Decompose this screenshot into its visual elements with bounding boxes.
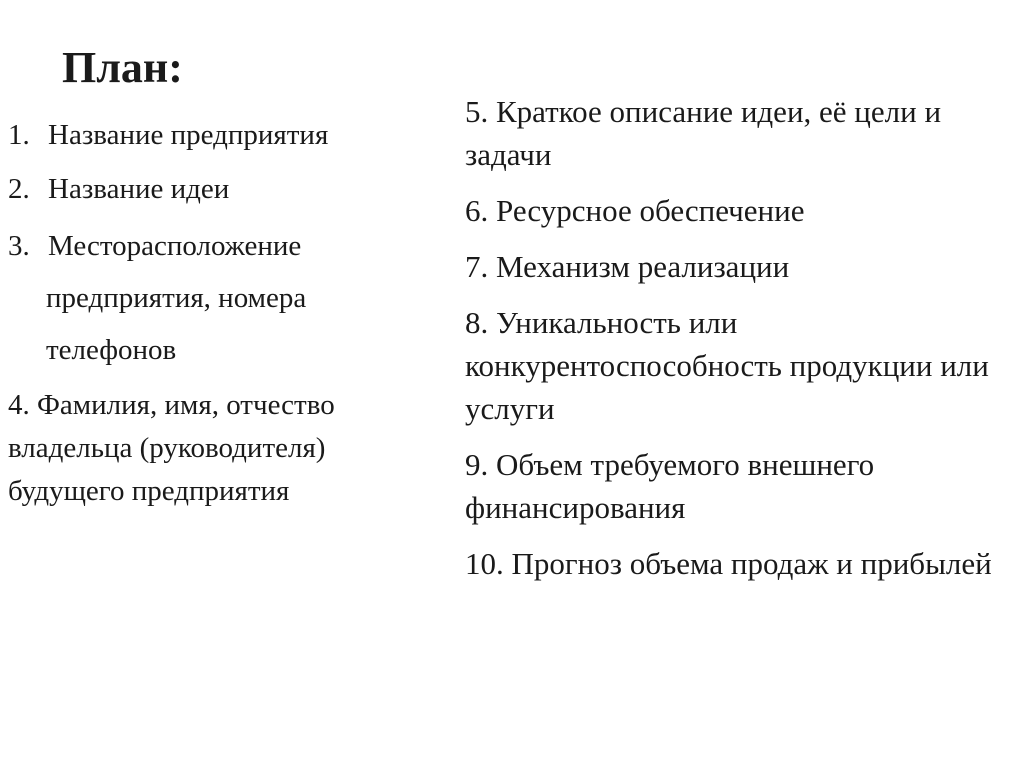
plan-list-right — [465, 90, 1005, 598]
item-number: 3. — [8, 230, 30, 262]
page-title: План: — [62, 43, 183, 92]
plan-item-9: 9. Объем требуемого внешнего финансирования — [465, 447, 875, 525]
plan-item-1 — [8, 108, 428, 162]
item-text-line-3: телефонов — [46, 334, 177, 366]
item-text-line-1: Месторасположение — [48, 230, 302, 262]
item-number: 1. — [8, 119, 30, 151]
item-text: Название идеи — [48, 173, 230, 205]
plan-item-4: 4. Фамилия, имя, отчество владельца (руководителя) будущего предприятия — [8, 389, 335, 507]
plan-item-6: 6. Ресурсное обеспечение — [465, 193, 805, 228]
plan-item-7: 7. Механизм реализации — [465, 249, 790, 284]
plan-item-2 — [8, 162, 428, 216]
plan-item-10: 10. Прогноз объема продаж и прибылей — [465, 546, 992, 581]
item-text-line-2: предприятия, номера — [46, 282, 307, 314]
plan-item-8: 8. Уникальность или конкурентоспособность продукции или услуги — [465, 305, 989, 426]
plan-item-3 — [8, 220, 428, 376]
item-text: Название предприятия — [48, 119, 329, 151]
plan-item-5: 5. Краткое описание идеи, её цели и задачи — [465, 94, 942, 172]
item-number: 2. — [8, 173, 30, 205]
plan-list-left — [8, 108, 428, 513]
